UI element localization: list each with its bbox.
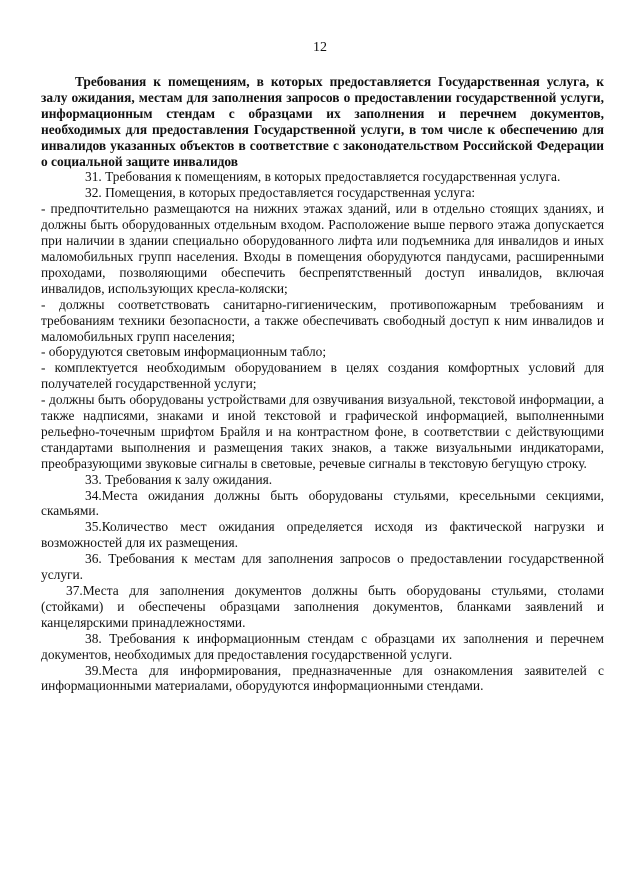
list-item: - предпочтительно размещаются на нижних этажах зданий, или в отдельно стоящих зданиях, и должны быть оборудованных отдельным входом. Расположение выше первого этажа допускается при наличии в здании специально оборудованного лифта или подъемника для инвалидов и иных маломобильных групп населения. Входы в помещения оборудуются пандусами, расширенными проходами, позволяющими обеспечить беспрепятственный доступ инвалидов, включая инвалидов, использующих кресла-коляски; <box>41 201 604 296</box>
paragraph-34: 34.Места ожидания должны быть оборудованы стульями, кресельными секциями, скамьями. <box>41 487 604 519</box>
paragraph-33: 33. Требования к залу ожидания. <box>85 471 273 487</box>
list-item: - должны быть оборудованы устройствами для озвучивания визуальной, текстовой информации, а также надписями, знаками и иной текстовой и графической информацией, выполненными рельефно-точечным шрифтом Брайля и на контрастном фоне, в соответствии с действующими стандартами выполнения и размещения таких знаков, а также визуальными индикаторами, преобразующими звуковые сигналы в световые, речевые сигналы в текстовую бегущую строку. <box>41 392 604 471</box>
paragraph-31: 31. Требования к помещениям, в которых предоставляется государственная услуга. <box>85 169 561 185</box>
paragraph-39: 39.Места для информирования, предназначенные для ознакомления заявителей с информационными материалами, оборудуются информационными стендами. <box>41 662 604 694</box>
list-item: - оборудуются световым информационным табло; <box>41 344 327 360</box>
paragraph-35: 35.Количество мест ожидания определяется исходя из фактической нагрузки и возможностей для их размещения. <box>41 519 604 551</box>
section-heading: Требования к помещениям, в которых предоставляется Государственная услуга, к залу ожидания, местам для заполнения запросов о предоставлении государственной услуги, информационным стендам с образцами их заполнения и перечнем документов, необходимых для предоставления Государственной услуги, в том числе к обеспечению для инвалидов указанных объектов в соответствие с законодательством Российской Федерации о социальной защите инвалидов <box>41 74 604 169</box>
paragraph-38: 38. Требования к информационным стендам с образцами их заполнения и перечнем документов, необходимых для предоставления государственной услуги. <box>41 630 604 662</box>
list-item: - комплектуется необходимым оборудованием в целях создания комфортных условий для получателей государственной услуги; <box>41 360 604 392</box>
page-number: 12 <box>313 40 327 55</box>
document-body <box>41 74 604 694</box>
paragraph-37: 37.Места для заполнения документов должны быть оборудованы стульями, столами (стойками) и обеспечены образцами заполнения документов, бланками заявлений и канцелярскими принадлежностями. <box>41 583 604 630</box>
paragraph-36: 36. Требования к местам для заполнения запросов о предоставлении государственной услуги. <box>41 551 604 583</box>
paragraph-32: 32. Помещения, в которых предоставляется государственная услуга: <box>85 185 476 201</box>
list-item: - должны соответствовать санитарно-гигиеническим, противопожарным требованиям и требованиям техники безопасности, а также обеспечивать свободный доступ к ним инвалидов и маломобильных групп населения; <box>41 296 604 344</box>
